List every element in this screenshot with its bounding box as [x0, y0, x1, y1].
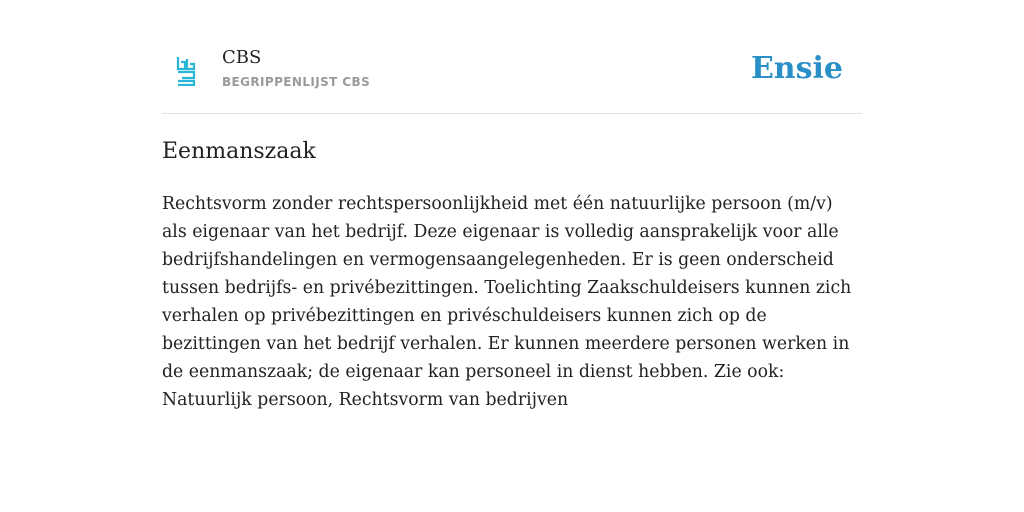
ensie-logo-link[interactable]: Ensie — [750, 51, 843, 86]
cbs-logo-icon — [176, 56, 196, 86]
term-title: Eenmanszaak — [162, 139, 316, 164]
definition-text: Rechtsvorm zonder rechtspersoonlijkheid met één natuurlijke persoon (m/v) als eigenaar van het bedrijf. Deze eigenaar is volledig aansprakelijk voor alle bedrijfshandelingen en vermogensaangelegenheden. Er is geen onderscheid tussen bedrijfs- en privébezittingen. Toelichting Zaakschuldeisers kunnen zich verhalen op privébezittingen en privéschuldeisers kunnen zich op de bezittingen van het bedrijf verhalen. Er kunnen meerdere personen werken in de eenmanszaak; de eigenaar kan personeel in dienst hebben. Zie ook: Natuurlijk persoon, Rechtsvorm van bedrijven — [162, 194, 852, 410]
source-subtitle[interactable]: BEGRIPPENLIJST CBS — [222, 75, 371, 89]
header — [162, 40, 862, 114]
source-name: CBS — [222, 47, 262, 68]
